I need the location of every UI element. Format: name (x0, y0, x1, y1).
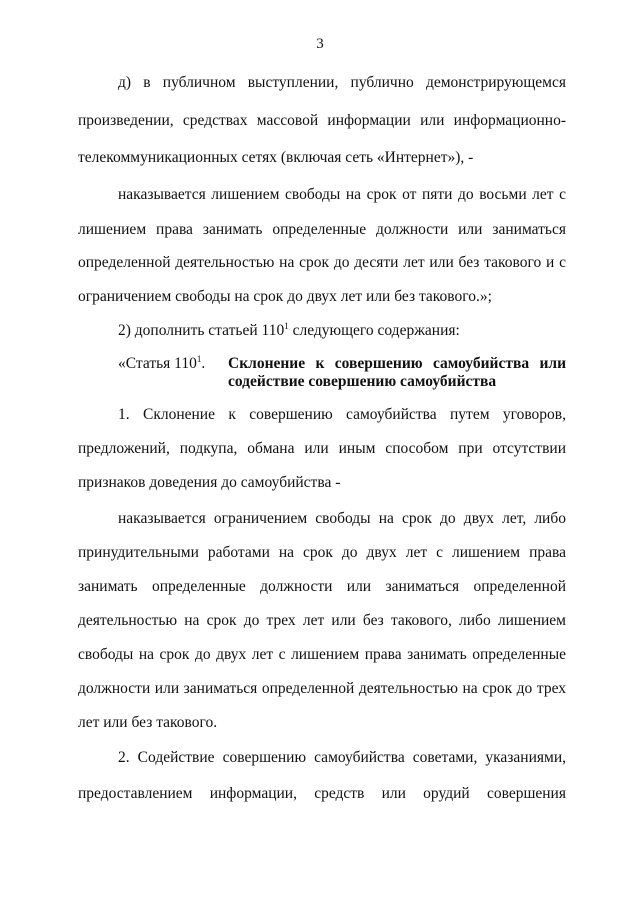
paragraph-line: предоставлением информации, средств или орудий совершения (78, 785, 566, 802)
paragraph-line: определенной деятельностью на срок до десяти лет или без такового и с (78, 254, 566, 271)
article-heading (118, 353, 566, 390)
paragraph-line (118, 322, 566, 340)
paragraph-line: должности или заниматься определенной деятельностью на срок до трех (78, 680, 566, 697)
amendment-text: следующего содержания: (288, 322, 460, 339)
paragraph-line: предложений, подкупа, обмана или иным способом при отсутствии (78, 440, 566, 457)
superscript: 1 (284, 320, 289, 331)
paragraph-line: д) в публичном выступлении, публично демонстрирующемся (118, 74, 566, 91)
paragraph-line: 1. Склонение к совершению самоубийства путем уговоров, (118, 406, 566, 423)
paragraph-line: признаков доведения до самоубийства - (78, 474, 341, 491)
paragraph-line: произведении, средствах массовой информации или информационно- (78, 112, 566, 129)
paragraph-line: деятельностью на срок до трех лет или без такового, либо лишением (78, 612, 566, 629)
paragraph-line: лет или без такового. (78, 714, 218, 731)
paragraph-line: 2. Содействие совершению самоубийства советами, указаниями, (118, 749, 566, 766)
article-title-line2: содействие совершению самоубийства (228, 373, 497, 390)
paragraph-line: занимать определенные должности или заниматься определенной (78, 578, 566, 595)
paragraph-line: ограничением свободы на срок до двух лет или без такового.»; (78, 288, 492, 305)
paragraph-line: свободы на срок до двух лет с лишением права занимать определенные (78, 646, 566, 663)
article-title-line1: Склонение к совершению самоубийства или (228, 355, 566, 372)
paragraph-line: наказывается ограничением свободы на срок до двух лет, либо (118, 510, 566, 527)
paragraph-line: наказывается лишением свободы на срок от пяти до восьми лет с (118, 186, 566, 203)
article-number: «Статья $110^1$. (118, 353, 206, 372)
paragraph-line: телекоммуникационных сетях (включая сеть «Интернет»), - (78, 149, 474, 166)
paragraph-line: принудительными работами на срок до двух лет с лишением права (78, 544, 566, 561)
paragraph-line: лишением права занимать определенные должности или заниматься (78, 221, 566, 238)
amendment-text: 2) дополнить статьей 110 (118, 322, 285, 339)
page-number: 3 (316, 36, 324, 52)
